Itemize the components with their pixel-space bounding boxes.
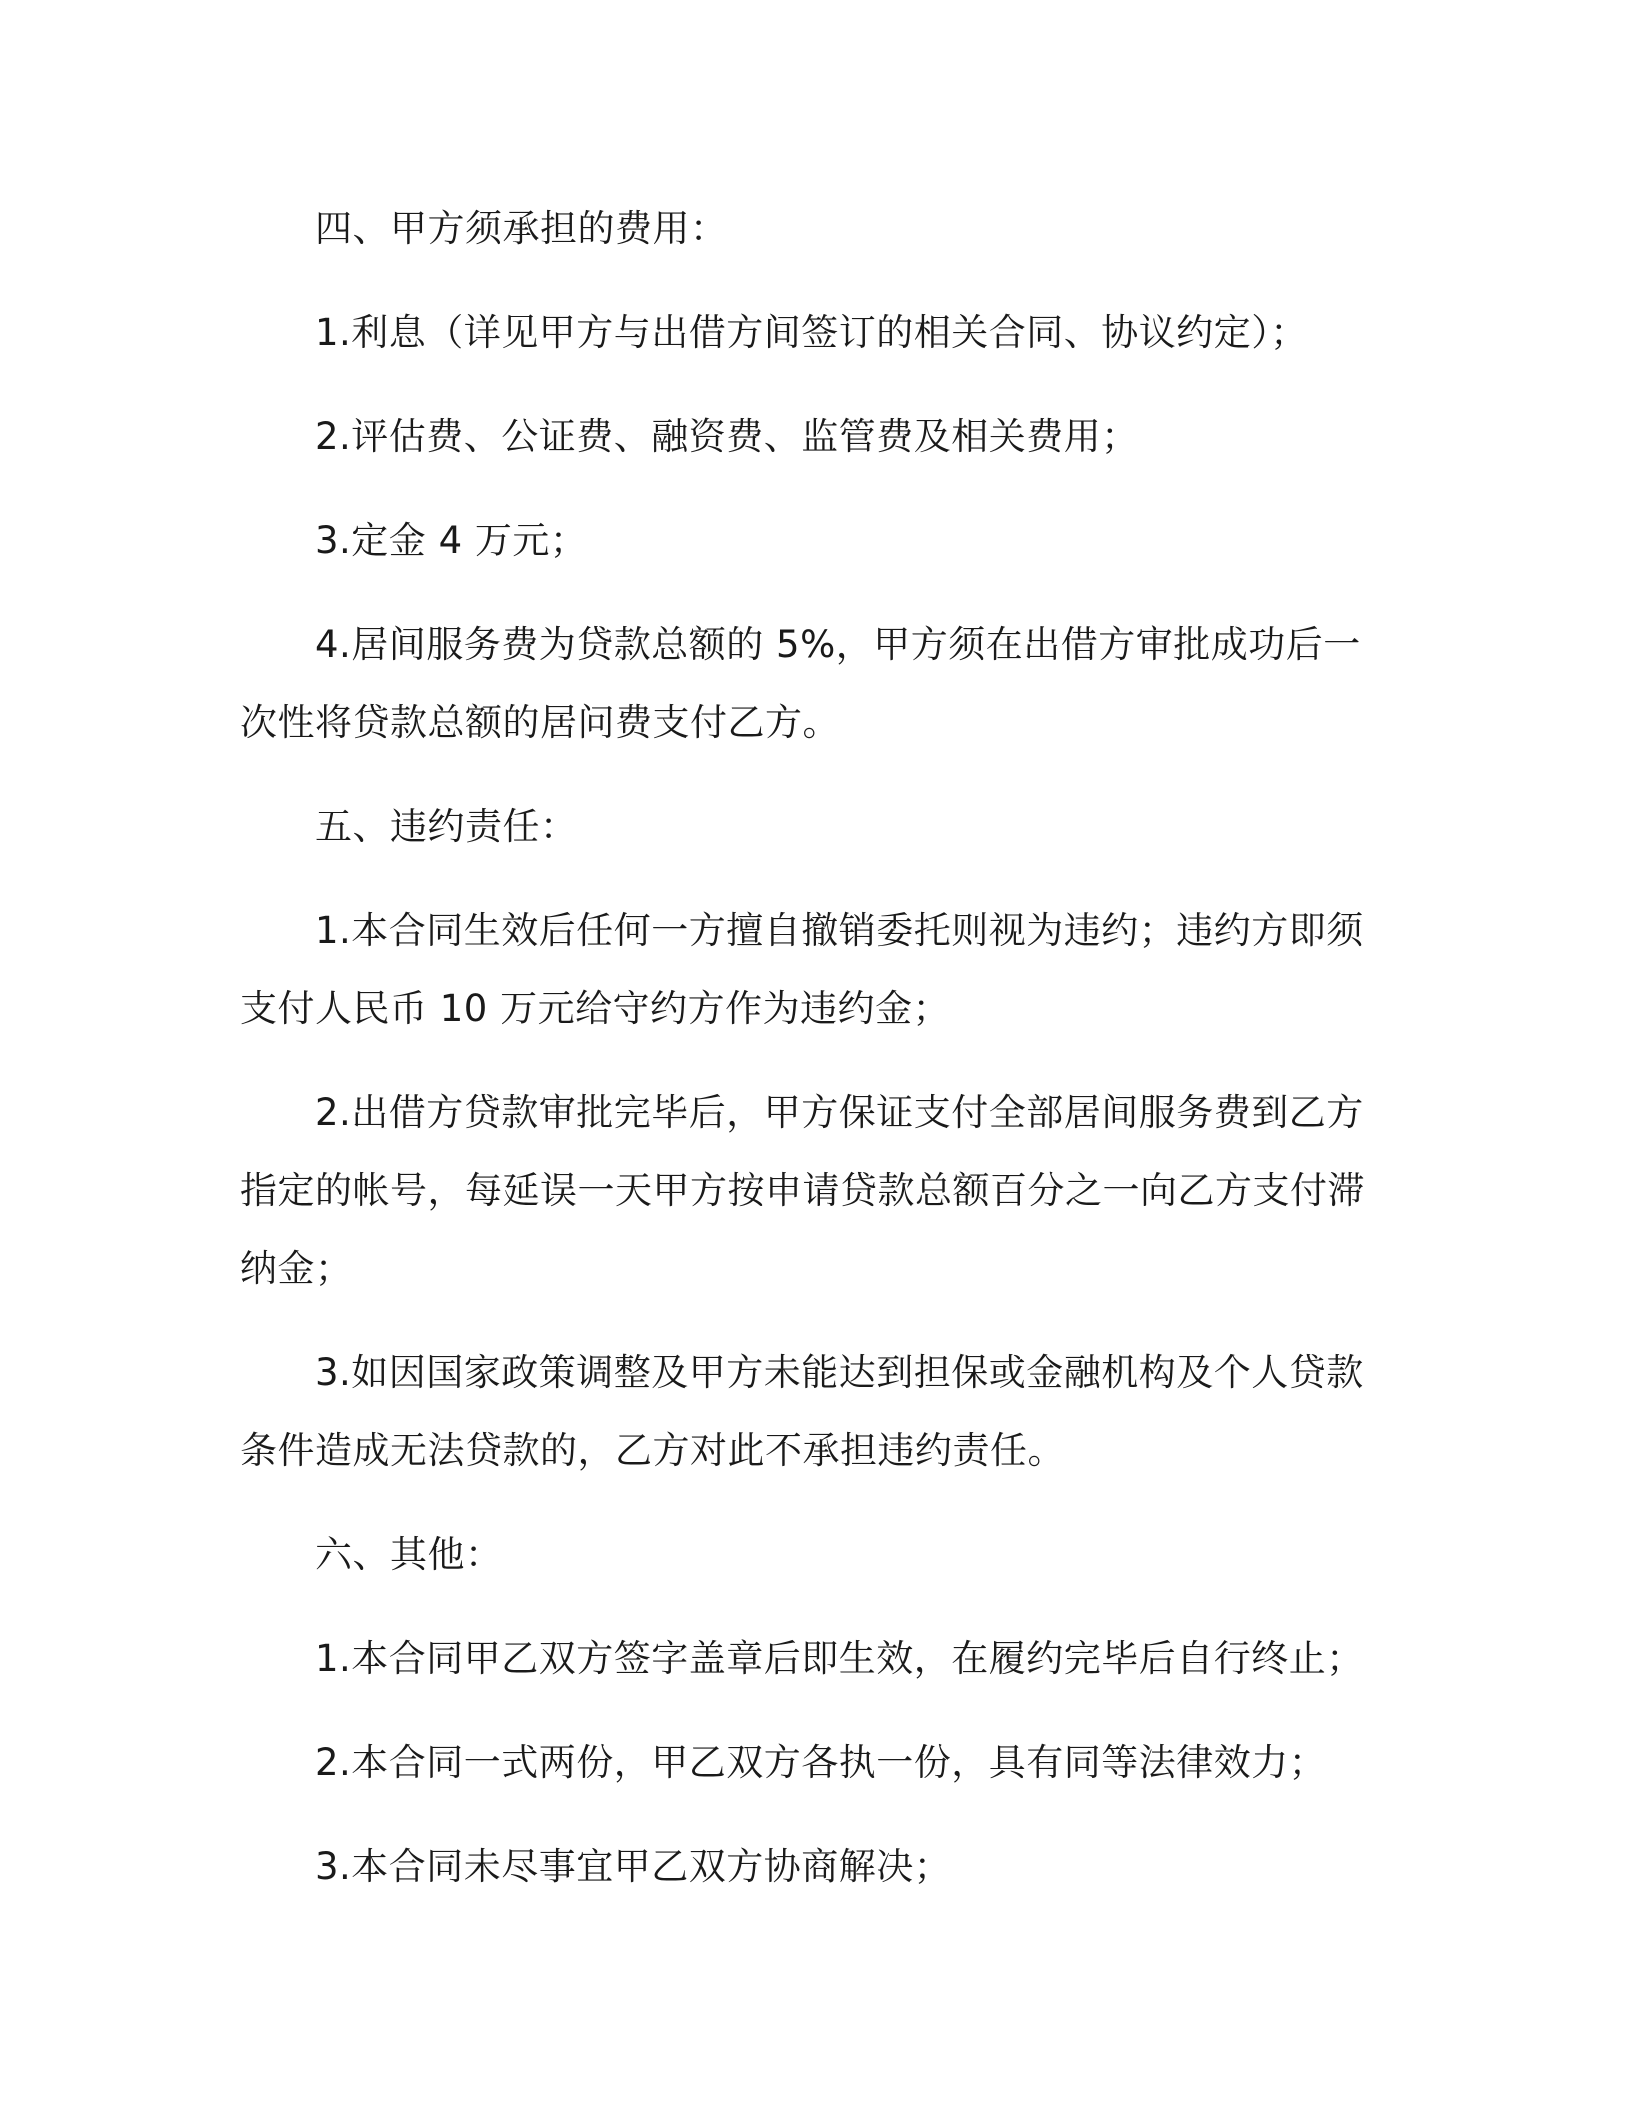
breach-item-1: 1.本合同生效后任何一方擅自撤销委托则视为违约；违约方即须支付人民币 10 万元给守约方作为违约金； [240, 909, 1364, 1030]
fee-item-deposit: 3.定金 4 万元； [315, 519, 588, 562]
fee-item-assessment: 2.评估费、公证费、融资费、监管费及相关费用； [315, 415, 1139, 458]
document-body [240, 190, 1390, 1906]
fee-item-service-fee: 4.居间服务费为贷款总额的 5%，甲方须在出借方审批成功后一次性将贷款总额的居问费支付乙方。 [240, 623, 1361, 744]
other-item-1: 1.本合同甲乙双方签字盖章后即生效，在履约完毕后自行终止； [315, 1637, 1364, 1680]
other-item-3: 3.本合同未尽事宜甲乙双方协商解决； [315, 1845, 952, 1888]
section-heading-fees: 四、甲方须承担的费用： [315, 207, 728, 250]
other-item-2: 2.本合同一式两份，甲乙双方各执一份，具有同等法律效力； [315, 1741, 1327, 1784]
section-heading-breach: 五、违约责任： [315, 805, 578, 848]
breach-item-2: 2.出借方贷款审批完毕后，甲方保证支付全部居间服务费到乙方指定的帐号，每延误一天甲方按申请贷款总额百分之一向乙方支付滞纳金； [240, 1091, 1365, 1290]
breach-item-3: 3.如因国家政策调整及甲方未能达到担保或金融机构及个人贷款条件造成无法贷款的，乙方对此不承担违约责任。 [240, 1351, 1364, 1472]
section-heading-other: 六、其他： [315, 1533, 503, 1576]
fee-item-interest: 1.利息（详见甲方与出借方间签订的相关合同、协议约定）； [315, 311, 1308, 354]
